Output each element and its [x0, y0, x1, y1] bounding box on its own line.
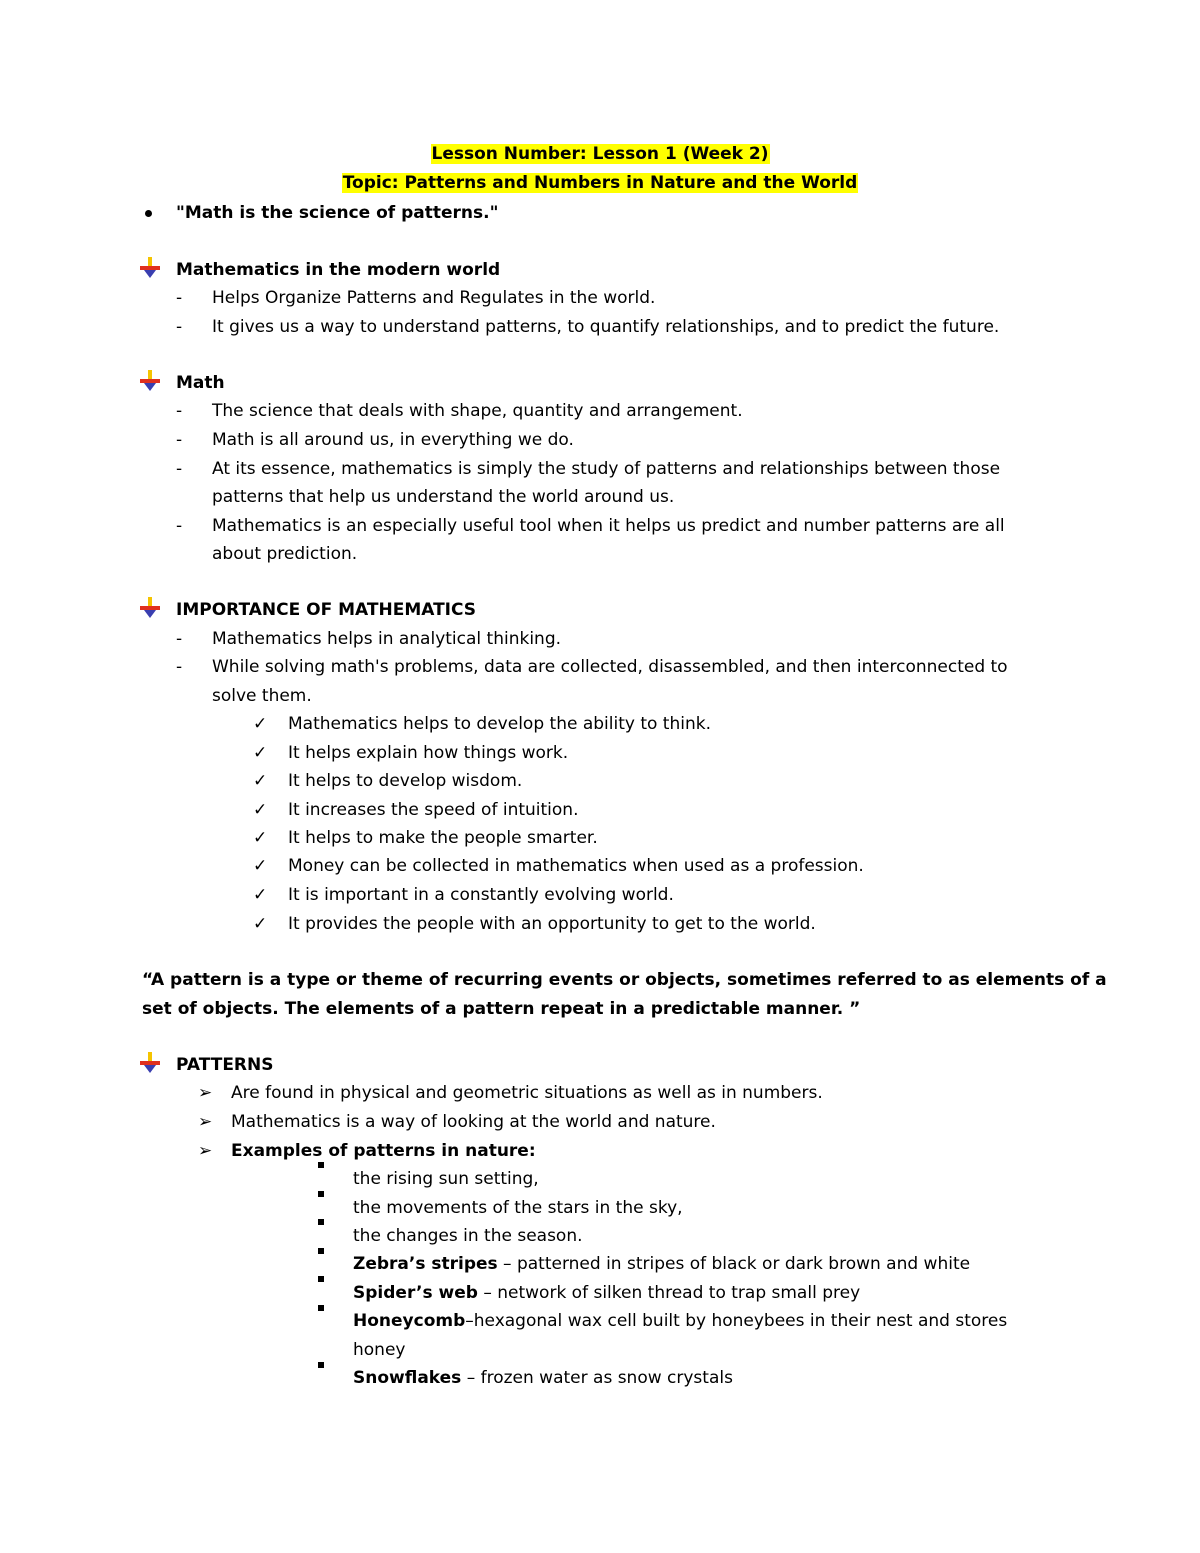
example-item: the changes in the season. [353, 1226, 583, 1246]
checkmark-icon: ✓ [253, 800, 268, 820]
example-item: the movements of the stars in the sky, [353, 1198, 683, 1218]
checkmark-icon: ✓ [253, 828, 268, 848]
dash-marker: - [176, 459, 183, 479]
arrowhead-bullet-icon: ➢ [198, 1083, 213, 1103]
list-item: It gives us a way to understand patterns, to quantify relationships, and to predict the future. [212, 317, 1000, 337]
arrowhead-bullet-icon: ➢ [198, 1141, 213, 1161]
check-item: Money can be collected in mathematics when used as a profession. [288, 856, 864, 876]
example-item: Spider’s web – network of silken thread to trap small prey [353, 1283, 861, 1303]
bullet-dot-icon [145, 210, 152, 217]
example-item: Snowflakes – frozen water as snow crystals [353, 1368, 733, 1388]
checkmark-icon: ✓ [253, 856, 268, 876]
list-item: Mathematics helps in analytical thinking. [212, 629, 562, 649]
checkmark-icon: ✓ [253, 714, 268, 734]
list-item-continuation: solve them. [212, 686, 312, 706]
checkmark-icon: ✓ [253, 914, 268, 934]
section-title-importance: IMPORTANCE OF MATHEMATICS [176, 600, 477, 620]
square-bullet-icon [318, 1305, 324, 1311]
check-item: It helps to make the people smarter. [288, 828, 598, 848]
dash-marker: - [176, 288, 183, 308]
list-item-continuation: about prediction. [212, 544, 358, 564]
section-arrow-icon [140, 257, 160, 279]
section-arrow-icon [140, 370, 160, 392]
checkmark-icon: ✓ [253, 771, 268, 791]
section-title-patterns: PATTERNS [176, 1055, 274, 1075]
arrow-item: Are found in physical and geometric situations as well as in numbers. [231, 1083, 823, 1103]
square-bullet-icon [318, 1191, 324, 1197]
list-item: Mathematics is an especially useful tool when it helps us predict and number patterns are all [212, 516, 1005, 536]
arrowhead-bullet-icon: ➢ [198, 1112, 213, 1132]
section-arrow-icon [140, 1052, 160, 1074]
example-item: Zebra’s stripes – patterned in stripes of black or dark brown and white [353, 1254, 971, 1274]
dash-marker: - [176, 516, 183, 536]
list-item: Helps Organize Patterns and Regulates in the world. [212, 288, 656, 308]
lesson-number: Lesson Number: Lesson 1 (Week 2) [431, 144, 769, 164]
dash-marker: - [176, 657, 183, 677]
quote-line: set of objects. The elements of a pattern repeat in a predictable manner. ” [142, 999, 861, 1019]
list-item: Math is all around us, in everything we do. [212, 430, 574, 450]
dash-marker: - [176, 430, 183, 450]
check-item: Mathematics helps to develop the ability to think. [288, 714, 711, 734]
topic-line [0, 171, 1200, 195]
dash-marker: - [176, 401, 183, 421]
list-item-continuation: patterns that help us understand the world around us. [212, 487, 675, 507]
check-item: It provides the people with an opportunity to get to the world. [288, 914, 816, 934]
list-item: The science that deals with shape, quantity and arrangement. [212, 401, 743, 421]
checkmark-icon: ✓ [253, 885, 268, 905]
quote-line: “A pattern is a type or theme of recurring events or objects, sometimes referred to as elements of a [142, 970, 1107, 990]
square-bullet-icon [318, 1162, 324, 1168]
check-item: It helps to develop wisdom. [288, 771, 523, 791]
arrow-item: Mathematics is a way of looking at the world and nature. [231, 1112, 716, 1132]
example-item: Honeycomb–hexagonal wax cell built by honeybees in their nest and stores [353, 1311, 1008, 1331]
section-title-modern-world: Mathematics in the modern world [176, 260, 501, 280]
lesson-number-line [0, 142, 1200, 166]
section-title-math: Math [176, 373, 225, 393]
example-item: the rising sun setting, [353, 1169, 539, 1189]
checkmark-icon: ✓ [253, 743, 268, 763]
square-bullet-icon [318, 1276, 324, 1282]
square-bullet-icon [318, 1219, 324, 1225]
list-item: While solving math's problems, data are collected, disassembled, and then interconnected to [212, 657, 1008, 677]
section-arrow-icon [140, 597, 160, 619]
check-item: It increases the speed of intuition. [288, 800, 579, 820]
square-bullet-icon [318, 1248, 324, 1254]
square-bullet-icon [318, 1362, 324, 1368]
check-item: It is important in a constantly evolving world. [288, 885, 674, 905]
list-item: At its essence, mathematics is simply the study of patterns and relationships between those [212, 459, 1001, 479]
example-item-continuation: honey [353, 1340, 406, 1360]
arrow-item-bold: Examples of patterns in nature: [231, 1141, 536, 1161]
dash-marker: - [176, 629, 183, 649]
topic: Topic: Patterns and Numbers in Nature and the World [342, 173, 858, 193]
check-item: It helps explain how things work. [288, 743, 569, 763]
dash-marker: - [176, 317, 183, 337]
intro-bullet-text: "Math is the science of patterns." [176, 203, 499, 223]
